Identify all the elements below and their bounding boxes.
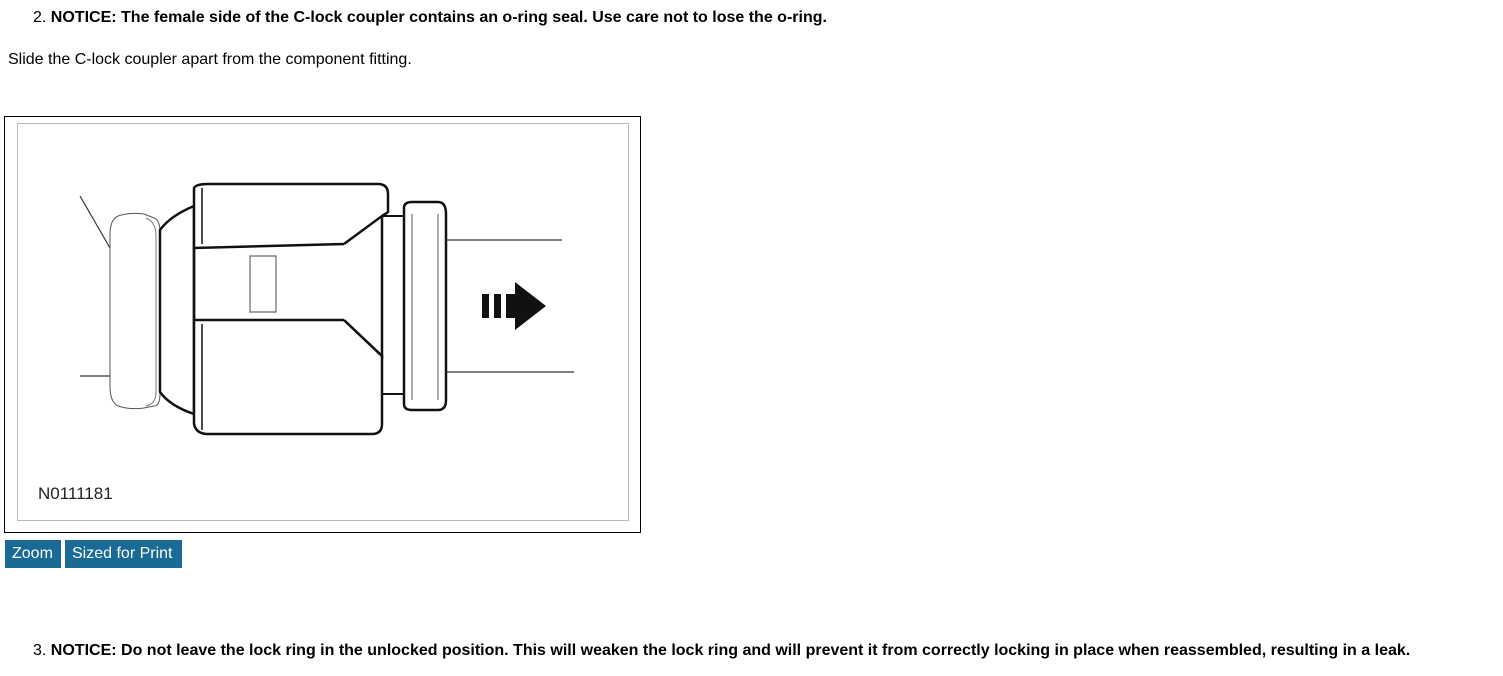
coupler-window [250, 256, 276, 312]
step-2-notice [33, 8, 827, 28]
step-3-notice [33, 641, 1410, 661]
figure-frame [4, 116, 641, 533]
coupler-collar [160, 206, 194, 414]
component-fitting-flange [404, 202, 446, 410]
fitting-neck [382, 216, 404, 394]
lower-clip [194, 320, 382, 434]
hose-line-top [80, 196, 110, 248]
c-lock-coupler-illustration [18, 124, 628, 520]
step-number: 3. [33, 642, 47, 659]
figure-id-label: N0111181 [38, 484, 113, 503]
zoom-button[interactable]: Zoom [5, 540, 61, 568]
notice-text: NOTICE: The female side of the C-lock coupler contains an o-ring seal. Use care not to lose the o-ring. [50, 9, 827, 26]
notice-text: NOTICE: Do not leave the lock ring in the unlocked position. This will weaken the lock ring and will prevent it from correctly locking in place when reassembled, resulting in a leak. [50, 642, 1411, 659]
instruction-text: Slide the C-lock coupler apart from the component fitting. [8, 51, 412, 68]
left-flange [110, 213, 160, 408]
step-number: 2. [33, 9, 47, 26]
sized-for-print-button[interactable]: Sized for Print [65, 540, 182, 568]
figure-illustration [17, 123, 629, 521]
slide-direction-arrow-icon [482, 282, 546, 330]
